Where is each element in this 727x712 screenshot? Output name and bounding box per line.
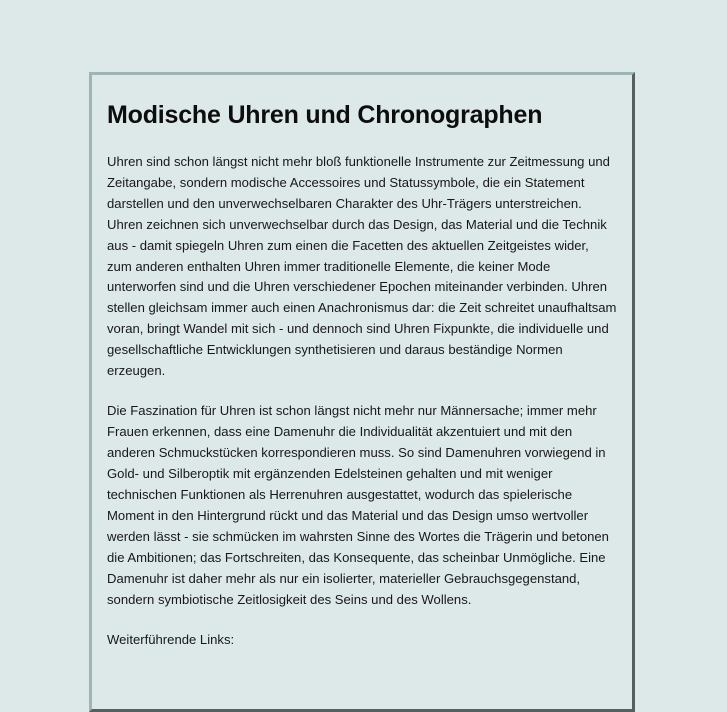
page-title: Modische Uhren und Chronographen [107, 101, 543, 129]
article-paragraph: Uhren sind schon längst nicht mehr bloß funktionelle Instrumente zur Zeitmessung und Zeitangabe, sondern modische Accessoires und Statussymbole, die ein Statement darstellen und den unverwechselbaren Charakter des Uhr-Trägers unterstreichen. Uhren zeichnen sich unverwechselbar durch das Design, das Material und die Technik aus - damit spiegeln Uhren zum einen die Facetten des aktuellen Zeitgeistes wider, zum anderen enthalten Uhren immer traditionelle Elemente, die keiner Mode unterworfen sind und die Uhren verschiedener Epochen miteinander verbinden. Uhren stellen gleichsam immer auch einen Anachronismus dar: die Zeit schreitet unaufhaltsam voran, bringt Wandel mit sich - und dennoch sind Uhren Fixpunkte, die individuelle und gesellschaftliche Entwicklungen synthetisieren und daraus beständige Normen erzeugen. [107, 153, 617, 379]
article-content-box [89, 72, 635, 712]
article-paragraph: Die Faszination für Uhren ist schon längst nicht mehr nur Männersache; immer mehr Frauen erkennen, dass eine Damenuhr die Individualität akzentuiert und mit den anderen Schmuckstücken korrespondieren muss. So sind Damenuhren vorwiegend in Gold- und Silberoptik mit ergänzenden Edelsteinen gehalten und mit weniger technischen Funktionen als Herrenuhren ausgestattet, wodurch das spielerische Moment in den Hintergrund rückt und das Material und das Design umso wertvoller werden lässt - sie schmücken im wahrsten Sinne des Wortes die Trägerin und betonen die Ambitionen; das Fortschreiten, das Konsequente, das scheinbar Unmögliche. Eine Damenuhr ist daher mehr als nur ein isolierter, materieller Gebrauchsgegenstand, sondern symbiotische Zeitlosigkeit des Seins und des Wollens. [107, 403, 609, 607]
further-links-heading: Weiterführende Links: [107, 631, 235, 647]
